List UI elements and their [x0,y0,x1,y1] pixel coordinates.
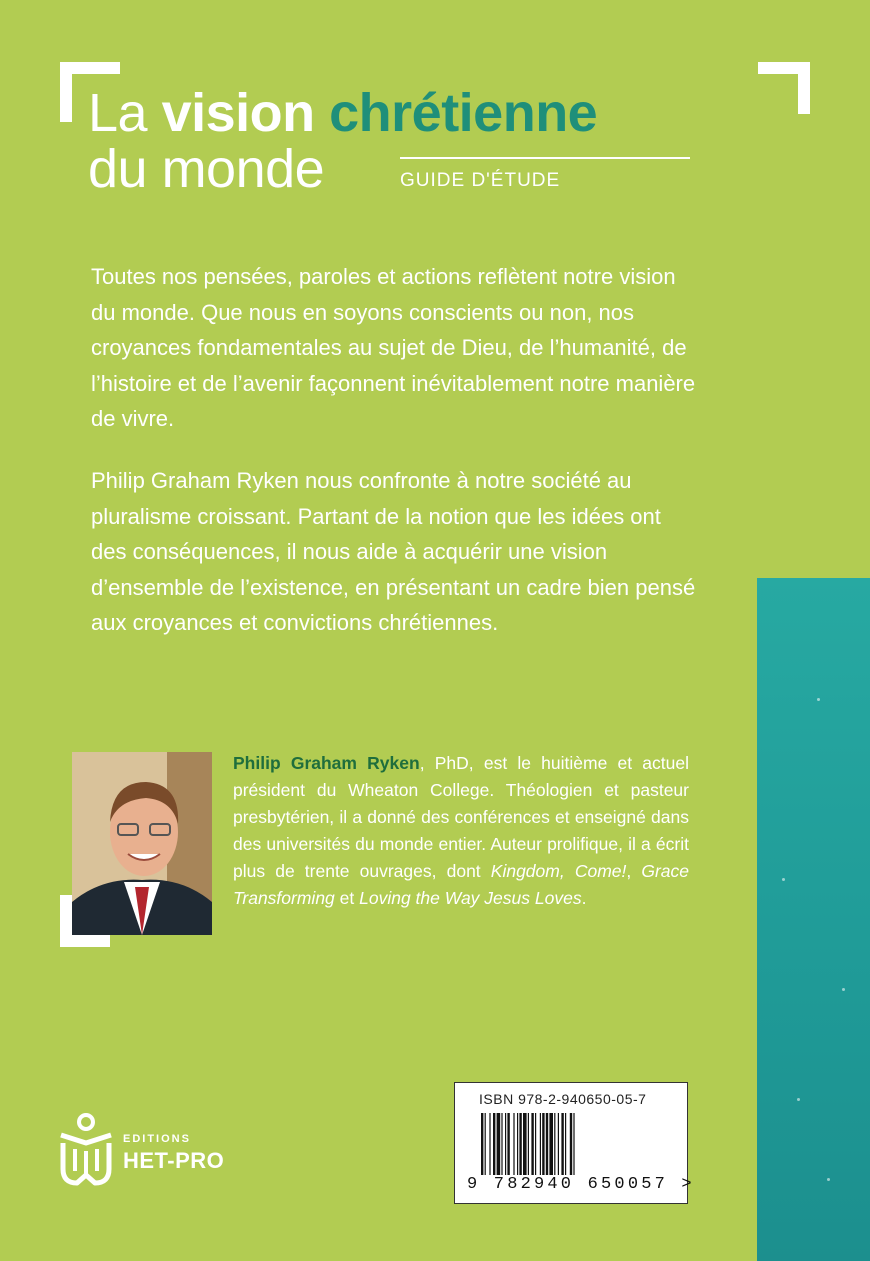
author-bio: Philip Graham Ryken, PhD, est le huitième et actuel président du Wheaton College. Théologien et pasteur presbytérien, il a donné des conférences et enseigné dans des universités du monde entier. Auteur prolifique, il a écrit plus de trente ouvrages, dont Kingdom, Come!, Grace Transforming et Loving the Way Jesus Loves. [233,753,690,908]
book-title-loving-the-way: Loving the Way Jesus Loves [359,888,582,908]
book-title-kingdom-come: Kingdom, Come! [490,861,627,881]
barcode-digits: 9 782940 650057 > [467,1175,695,1194]
book-subtitle: GUIDE D'ÉTUDE [400,170,561,191]
isbn-barcode-box [454,1082,695,1204]
het-pro-logo-icon [57,1113,115,1187]
book-title-line-1: La vision chrétienne [88,83,598,143]
author-name: Philip Graham Ryken [233,753,420,773]
book-title-grace-transforming: Grace Transforming [233,861,690,908]
publisher-editions: EDITIONS [123,1133,191,1145]
publisher-name: HET-PRO [123,1148,225,1173]
author-portrait [72,752,212,935]
isbn-label: ISBN 978-2-940650-05-7 [479,1091,647,1107]
corner-bracket-top-right [758,62,810,114]
blurb-paragraph-2: Philip Graham Ryken nous confronte à notre société au pluralisme croissant. Partant de la notion que les idées ont des conséquences, il nous aide à acquérir une vision d’ensemble de l’existence, en présentant un cadre bien pensé aux croyances et convictions chrétiennes. [91,468,696,635]
book-title-line-2: du monde [88,139,325,199]
title-divider [400,157,690,159]
teal-side-band [757,578,870,1261]
barcode-icon [479,1113,663,1175]
blurb-paragraph-1: Toutes nos pensées, paroles et actions reflètent notre vision du monde. Que nous en soyons conscients ou non, nos croyances fondamentales au sujet de Dieu, de l’humanité, de l’histoire et de l’avenir façonnent inévitablement notre manière de vivre. [91,264,696,431]
